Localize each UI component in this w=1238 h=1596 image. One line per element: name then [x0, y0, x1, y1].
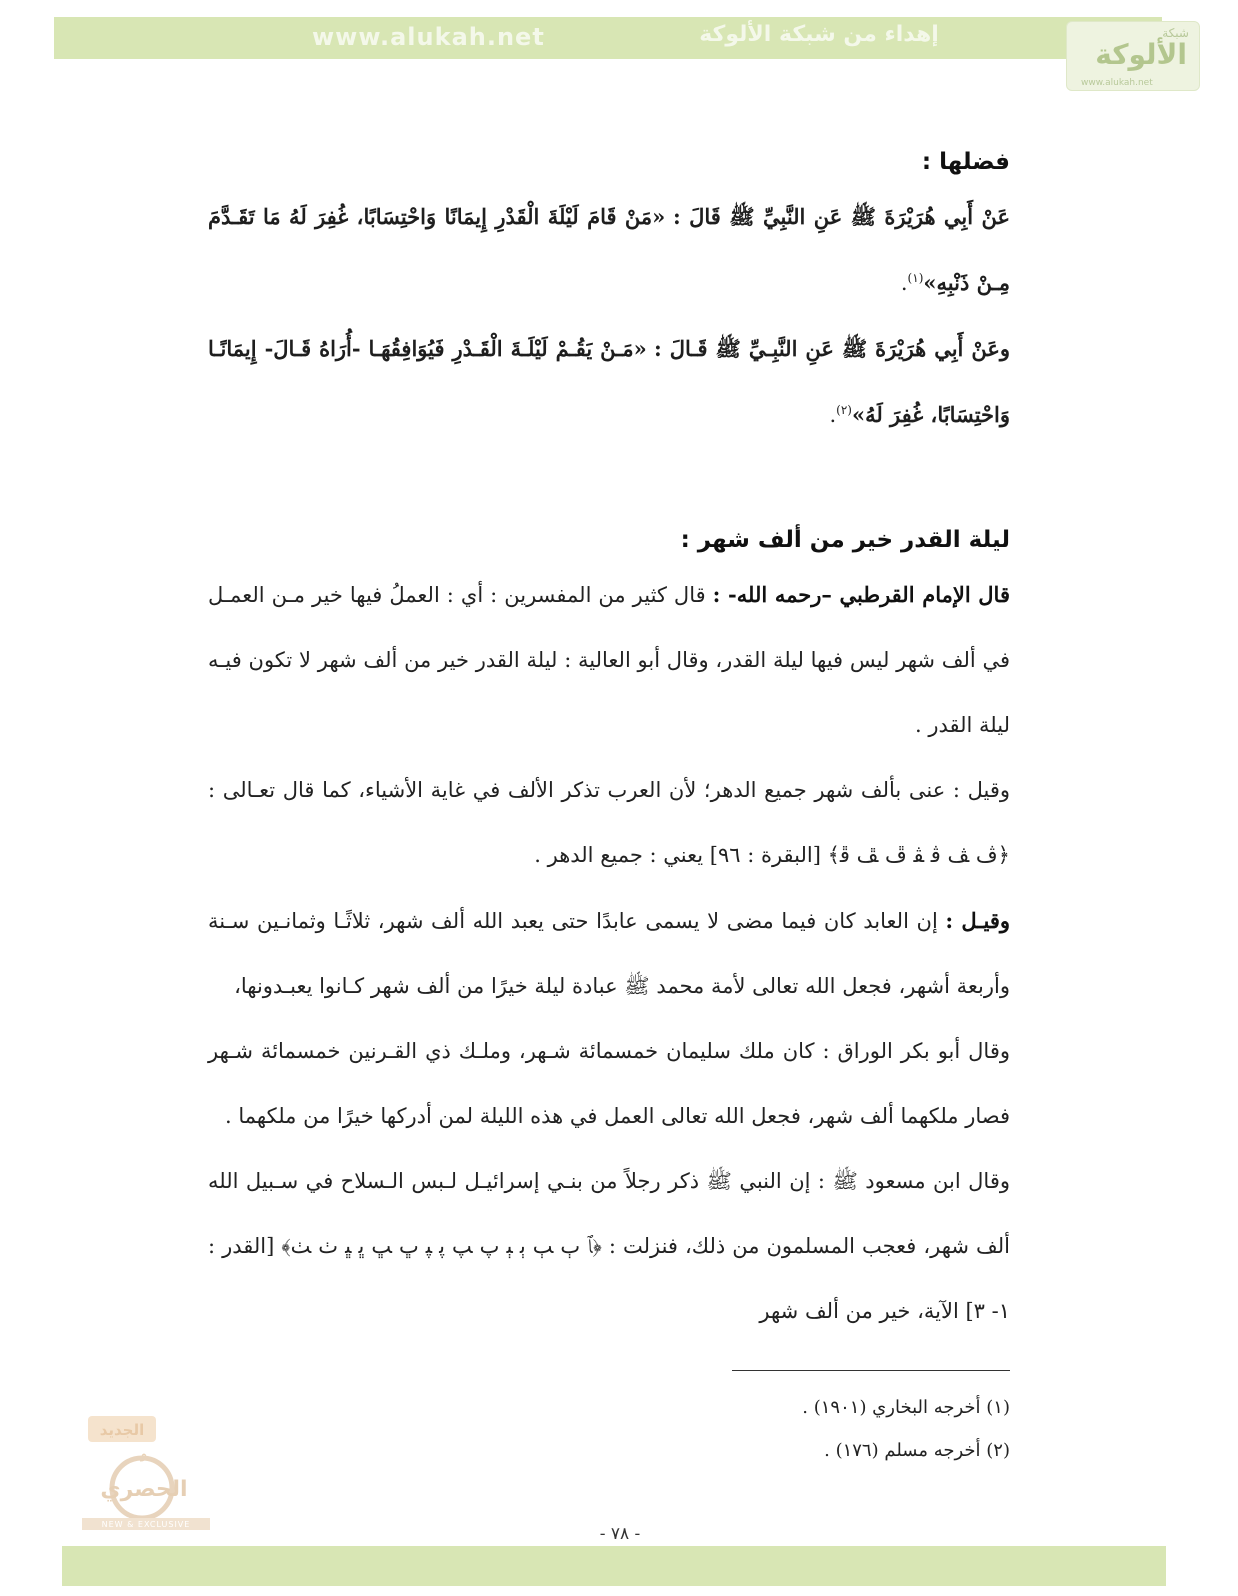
- stamp-top-text: الجديد: [99, 1421, 145, 1439]
- worshipper-text: إن العابد كان فيما مضى لا يسمى عابدًا حتى يعبد الله ألف شهر، ثلاثًـا وثمانـين سـنة وأربعة أشهر، فجعل الله تعالى لأمة محمد ﷺ عبادة ليلة خيرًا من ألف شهر كـانوا يعبـدونها،: [208, 909, 1010, 998]
- whole-time-text: وقيل : عنى بألف شهر جميع الدهر؛ لأن العرب تذكر الألف في غاية الأشياء، كما قال تعـالى :: [208, 778, 1010, 802]
- baqarah-ref: [البقرة : ٩٦] يعني : جميع الدهر .: [534, 843, 821, 867]
- footnote-2: (٢) أخرجه مسلم (١٧٦) .: [824, 1440, 1010, 1461]
- section-heading-better-than-thousand: ليلة القدر خير من ألف شهر :: [680, 527, 1010, 553]
- paragraph-ibn-masud: [208, 1149, 1010, 1344]
- hadith-2-intro: وعَنْ أَبِي هُرَيْرَةَ ﷺ عَنِ النَّبِـيِّ ﷺ قَـالَ :: [654, 336, 1010, 361]
- hadith-1-text: «مَنْ قَامَ لَيْلَةَ الْقَدْرِ إِيمَانًا وَاحْتِسَابًا، غُفِرَ لَهُ مَا تَقَـدَّمَ مِـنْ ذَنْبِهِ»: [208, 204, 1010, 295]
- new-exclusive-stamp: [82, 1410, 210, 1530]
- quran-quote-qadr: ﴿ﭑ ﭒ ﭓ ﭔ ﭕ ﭖ ﭗ ﭘ ﭙ ﭚ ﭛ ﭜ ﭝ ﭞ ﭟ﴾: [281, 1234, 602, 1258]
- qadr-ref: [القدر : ١- ٣] الآية، خير من ألف شهر: [208, 1234, 1010, 1323]
- main-text-column: [208, 140, 1010, 1344]
- footnote-1: (١) أخرجه البخاري (١٩٠١) .: [802, 1397, 1010, 1418]
- footnote-divider: [732, 1370, 1010, 1371]
- hadith-1: عَنْ أَبِي هُرَيْرَةَ ﷺ عَنِ النَّبِيِّ ﷺ قَالَ : «مَنْ قَامَ لَيْلَةَ الْقَدْرِ إِيمَانًا وَاحْتِسَابًا، غُفِرَ لَهُ مَا تَقَـدَّمَ مِـنْ ذَنْبِهِ»$^{(١)}$.: [208, 204, 1010, 295]
- qurtubi-lead: قال الإمام القرطبي –رحمه الله- :: [712, 582, 1010, 607]
- footnote-ref-1[interactable]: (١): [907, 271, 924, 285]
- header-gift-text: إهداء من شبكة الألوكة: [699, 22, 939, 47]
- worshipper-lead: وقيـل :: [945, 908, 1010, 933]
- header-url: www.alukah.net: [312, 23, 545, 51]
- footer-band: [62, 1546, 1166, 1586]
- stamp-bottom-text: الحصري: [100, 1477, 188, 1502]
- qurtubi-text: قال كثير من المفسرين : أي : العملُ فيها خير مـن العمـل في ألف شهر ليس فيها ليلة القدر، وقال أبو العالية : ليلة القدر خير من ألف شهر لا تكون فيـه ليلة القدر .: [208, 583, 1010, 737]
- paragraph-worshipper: [208, 888, 1010, 1019]
- header-band: [54, 17, 1189, 88]
- stamp-latin-text: NEW & EXCLUSIVE: [101, 1520, 191, 1529]
- stamp-middle-text: و: [140, 1446, 148, 1462]
- page-number: - ٧٨ -: [599, 1524, 641, 1544]
- section-spacer: [208, 448, 1010, 518]
- logo-url-text: www.alukah.net: [1081, 78, 1153, 88]
- hadith-2: وعَنْ أَبِي هُرَيْرَةَ ﷺ عَنِ النَّبِـيِّ ﷺ قَـالَ : «مَـنْ يَقُـمْ لَيْلَـةَ الْقَـدْرِ فَيُوَافِقُهَـا -أُرَاهُ قَـالَ- إِيمَانًـا وَاحْتِسَابًا، غُفِرَ لَهُ»$^{(٢)}$.: [208, 336, 1010, 427]
- hadith-1-intro: عَنْ أَبِي هُرَيْرَةَ ﷺ عَنِ النَّبِيِّ ﷺ قَالَ :: [673, 204, 1010, 229]
- quran-quote-baqarah: ﴿ﭪ ﭫ ﭬ ﭭ ﭮ ﭯ ﭰ﴾: [827, 843, 1010, 867]
- paragraph-warraq: وقال أبو بكر الوراق : كان ملك سليمان خمسمائة شـهر، وملـك ذي القـرنين خمسمائة شـهر فصار ملكهما ألف شهر، فجعل الله تعالى العمل في هذه الليلة لمن أدركها خيرًا من ملكهما .: [208, 1039, 1010, 1128]
- section-heading-virtue: فضلها :: [921, 149, 1010, 175]
- logo-small-text: شبكة: [1162, 26, 1189, 40]
- logo-main-text: الألوكة: [1095, 38, 1187, 71]
- stamp-graphic: [82, 1410, 210, 1530]
- alukah-logo: [1066, 21, 1200, 91]
- footnotes: [560, 1386, 1010, 1472]
- paragraph-whole-time: [208, 758, 1010, 888]
- ibn-masud-text: وقال ابن مسعود ﷺ : إن النبي ﷺ ذكر رجلاً من بنـي إسرائيـل لـبس الـسلاح في سـبيل الله ألف شهر، فعجب المسلمون من ذلك، فنزلت :: [208, 1169, 1011, 1258]
- paragraph-qurtubi: [208, 562, 1010, 758]
- footnote-ref-2[interactable]: (٢): [836, 403, 852, 417]
- hadith-2-text: «مَـنْ يَقُـمْ لَيْلَـةَ الْقَـدْرِ فَيُوَافِقُهَـا -أُرَاهُ قَـالَ- إِيمَانًـا وَاحْتِسَابًا، غُفِرَ لَهُ»: [208, 336, 1010, 427]
